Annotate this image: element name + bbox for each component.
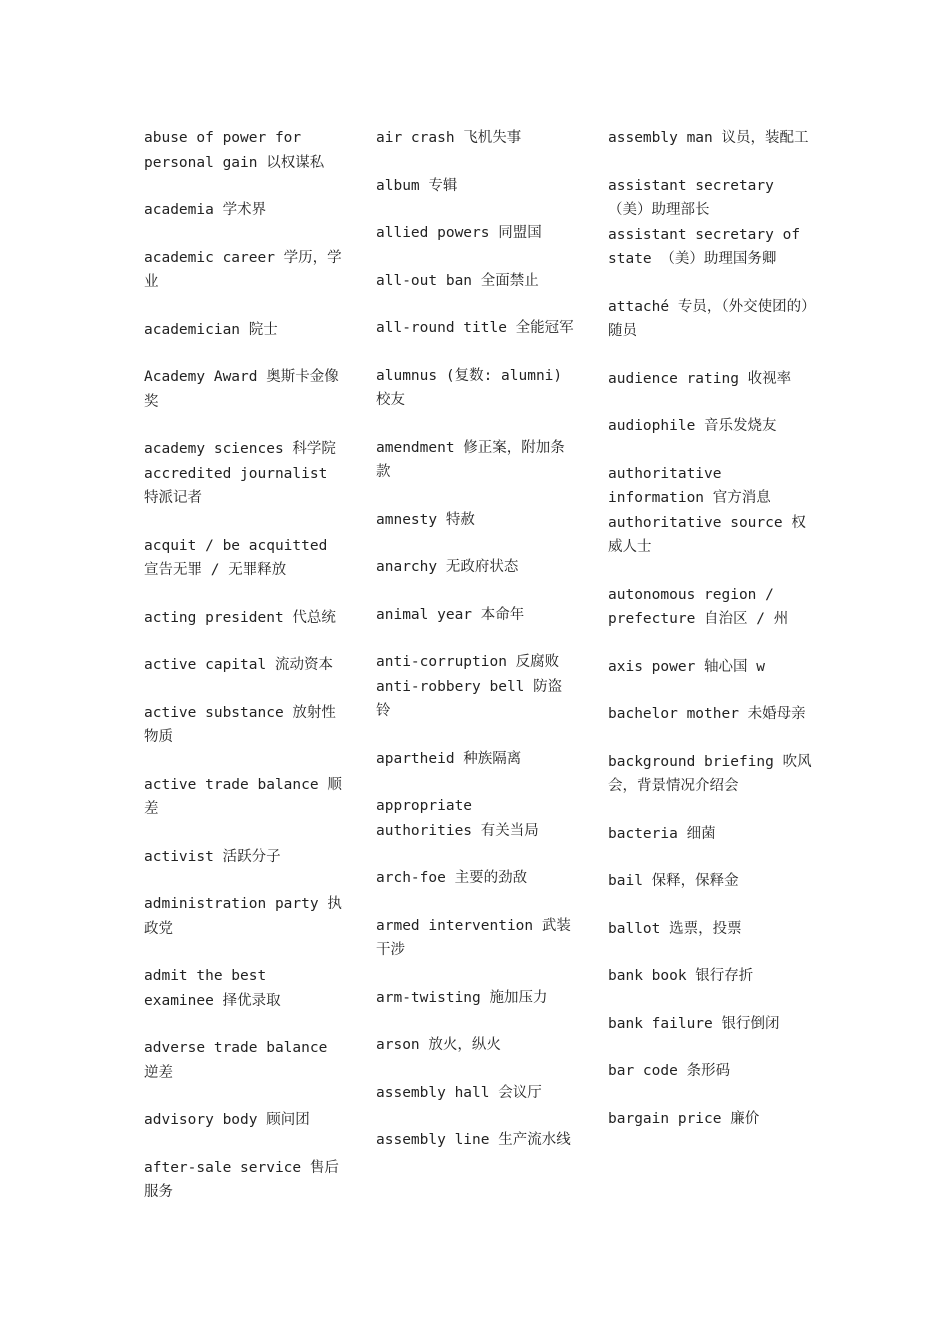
glossary-entry: assembly hall 会议厅: [376, 1084, 542, 1101]
glossary-entry: academician 院士: [144, 321, 278, 338]
glossary-entry: academia 学术界: [144, 202, 267, 218]
glossary-column-1: [144, 126, 344, 1205]
glossary-entry: anarchy 无政府状态: [376, 559, 519, 575]
glossary-entry: appropriate authorities 有关当局: [376, 798, 539, 839]
glossary-entry: background briefing 吹风会，背景情况介绍会: [608, 753, 812, 794]
glossary-entry: bar code 条形码: [608, 1063, 731, 1079]
glossary-entry: album 专辑: [376, 177, 458, 194]
glossary-entry: arch-foe 主要的劲敌: [376, 870, 528, 886]
glossary-entry: anti-corruption 反腐败: [376, 654, 560, 670]
glossary-entry: alumnus (复数: alumni) 校友: [376, 367, 563, 408]
glossary-entry: accredited journalist 特派记者: [144, 465, 328, 506]
glossary-entry: arm-twisting 施加压力: [376, 989, 548, 1006]
glossary-entry: arson 放火，纵火: [376, 1037, 501, 1053]
glossary-entry: adverse trade balance 逆差: [144, 1040, 328, 1081]
glossary-entry: amendment 修正案，附加条款: [376, 439, 565, 480]
glossary-entry: animal year 本命年: [376, 606, 525, 623]
glossary-entry: abuse of power for personal gain 以权谋私: [144, 130, 325, 171]
glossary-entry: activist 活跃分子: [144, 848, 281, 865]
glossary-entry: advisory body 顾问团: [144, 1112, 310, 1128]
glossary-entry: autonomous region / prefecture 自治区 / 州: [608, 586, 789, 627]
glossary-entry: active substance 放射性物质: [144, 704, 336, 745]
glossary-entry: administration party 执政党: [144, 896, 342, 937]
glossary-entry: bank book 银行存折: [608, 968, 754, 984]
glossary-entry: academic career 学历，学业: [144, 249, 342, 290]
glossary-entry: assistant secretary of state （美）助理国务卿: [608, 226, 801, 267]
glossary-entry: allied powers 同盟国: [376, 225, 542, 241]
glossary-entry: assembly man 议员，装配工: [608, 130, 809, 146]
glossary-entry: air crash 飞机失事: [376, 130, 522, 146]
glossary-entry: bail 保释，保释金: [608, 873, 739, 889]
glossary-entry: bank failure 银行倒闭: [608, 1015, 780, 1032]
glossary-entry: assembly line 生产流水线: [376, 1132, 571, 1148]
glossary-column-2: [376, 126, 576, 1153]
glossary-entry: authoritative source 权威人士: [608, 514, 806, 555]
glossary-entry: admit the best examinee 择优录取: [144, 968, 281, 1009]
glossary-entry: anti-robbery bell 防盗铃: [376, 678, 563, 719]
glossary-entry: active capital 流动资本: [144, 657, 333, 673]
glossary-entry: audiophile 音乐发烧友: [608, 418, 777, 434]
glossary-entry: assistant secretary （美）助理部长: [608, 177, 774, 218]
glossary-column-3: [608, 126, 814, 1131]
glossary-entry: acquit / be acquitted 宣告无罪 / 无罪释放: [144, 537, 328, 578]
glossary-entry: acting president 代总统: [144, 609, 336, 626]
glossary-entry: attaché 专员，（外交使团的）随员: [608, 298, 809, 339]
glossary-entry: Academy Award 奥斯卡金像奖: [144, 369, 339, 410]
glossary-entry: audience rating 收视率: [608, 370, 792, 387]
glossary-entry: ballot 选票，投票: [608, 920, 742, 937]
glossary-entry: axis power 轴心国 w: [608, 658, 765, 675]
glossary-entry: bargain price 廉价: [608, 1110, 760, 1127]
glossary-entry: authoritative information 官方消息: [608, 465, 771, 506]
glossary-entry: academy sciences 科学院: [144, 441, 336, 457]
glossary-entry: bachelor mother 未婚母亲: [608, 706, 806, 722]
glossary-entry: active trade balance 顺差: [144, 776, 342, 817]
glossary-entry: all-round title 全能冠军: [376, 320, 574, 336]
glossary-entry: all-out ban 全面禁止: [376, 272, 539, 289]
glossary-entry: armed intervention 武装干涉: [376, 917, 571, 958]
glossary-entry: apartheid 种族隔离: [376, 750, 522, 767]
glossary-entry: amnesty 特赦: [376, 511, 475, 528]
glossary-entry: bacteria 细菌: [608, 825, 716, 842]
glossary-entry: after-sale service 售后服务: [144, 1159, 339, 1200]
